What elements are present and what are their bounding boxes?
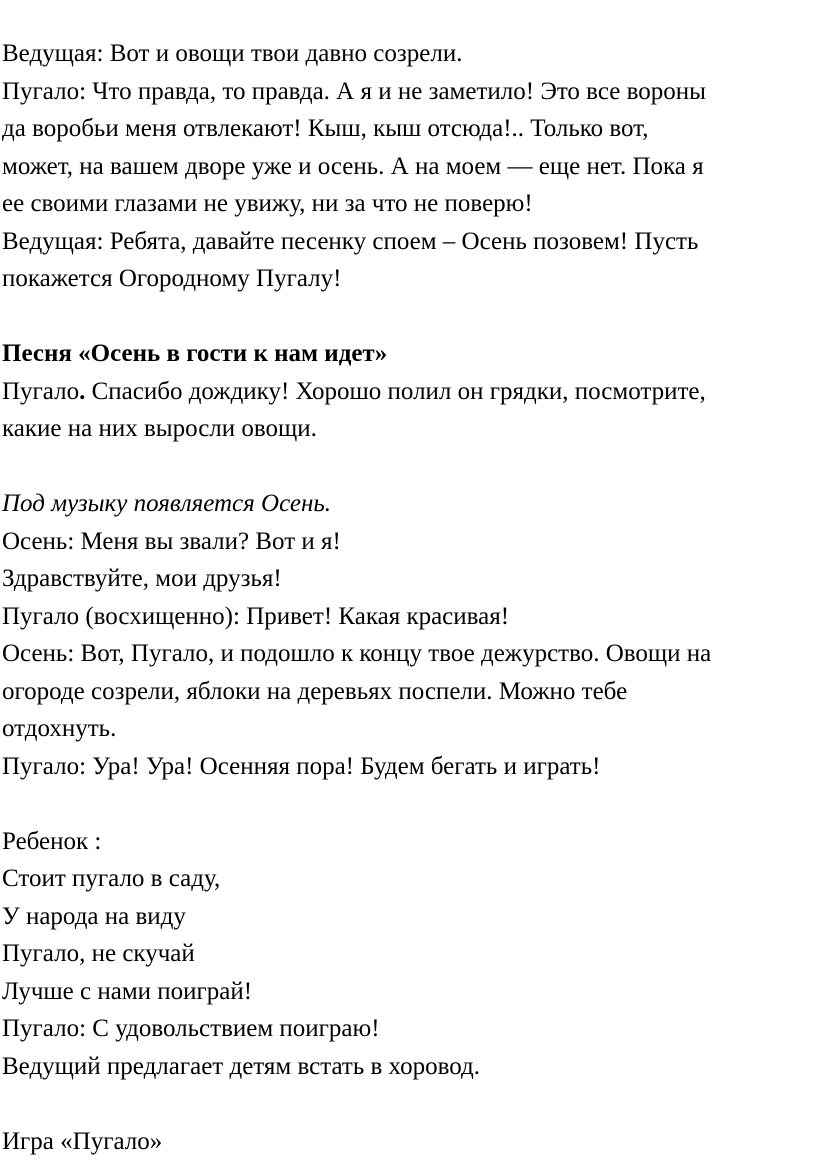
text-line: Пугало: С удовольствием поиграю!	[2, 1010, 816, 1048]
text-line: Пугало (восхищенно): Привет! Какая красивая!	[2, 598, 816, 636]
text-line: какие на них выросли овощи.	[2, 410, 816, 448]
text-line: Ребенок :	[2, 823, 816, 861]
blank-line	[2, 1085, 816, 1123]
text-line: да воробьи меня отвлекают! Кыш, кыш отсюда!.. Только вот,	[2, 110, 816, 148]
song-heading: Песня «Осень в гости к нам идет»	[2, 335, 816, 373]
text-line: Пугало: Ура! Ура! Осенняя пора! Будем бегать и играть!	[2, 748, 816, 786]
text-line: Ведущий предлагает детям встать в хоровод.	[2, 1048, 816, 1086]
text-line: может, на вашем дворе уже и осень. А на моем — еще нет. Пока я	[2, 148, 816, 186]
text-line: отдохнуть.	[2, 710, 816, 748]
speaker-label: Пугало	[2, 378, 79, 405]
text-line: покажется Огородному Пугалу!	[2, 260, 816, 298]
blank-line	[2, 448, 816, 486]
text-line: огороде созрели, яблоки на деревьях поспели. Можно тебе	[2, 673, 816, 711]
text-line: Пугало: Что правда, то правда. А я и не заметило! Это все вороны	[2, 73, 816, 111]
line-content: Спасибо дождику! Хорошо полил он грядки, посмотрите,	[85, 378, 705, 405]
text-line: Здравствуйте, мои друзья!	[2, 560, 816, 598]
speaker-dot: .	[79, 378, 85, 405]
game-heading: Игра «Пугало»	[2, 1123, 816, 1160]
stage-direction: Под музыку появляется Осень.	[2, 485, 816, 523]
poem-line: Лучше с нами поиграй!	[2, 973, 816, 1011]
blank-line	[2, 298, 816, 336]
poem-line: Пугало, не скучай	[2, 935, 816, 973]
blank-line	[2, 785, 816, 823]
text-line: Ведущая: Ребята, давайте песенку споем – Осень позовем! Пусть	[2, 223, 816, 261]
poem-line: Стоит пугало в саду,	[2, 860, 816, 898]
text-line: ее своими глазами не увижу, ни за что не поверю!	[2, 185, 816, 223]
poem-line: У народа на виду	[2, 898, 816, 936]
text-line: Осень: Меня вы звали? Вот и я!	[2, 523, 816, 561]
text-line: Осень: Вот, Пугало, и подошло к концу твое дежурство. Овощи на	[2, 635, 816, 673]
text-line	[2, 373, 816, 411]
text-line: Ведущая: Вот и овощи твои давно созрели.	[2, 35, 816, 73]
